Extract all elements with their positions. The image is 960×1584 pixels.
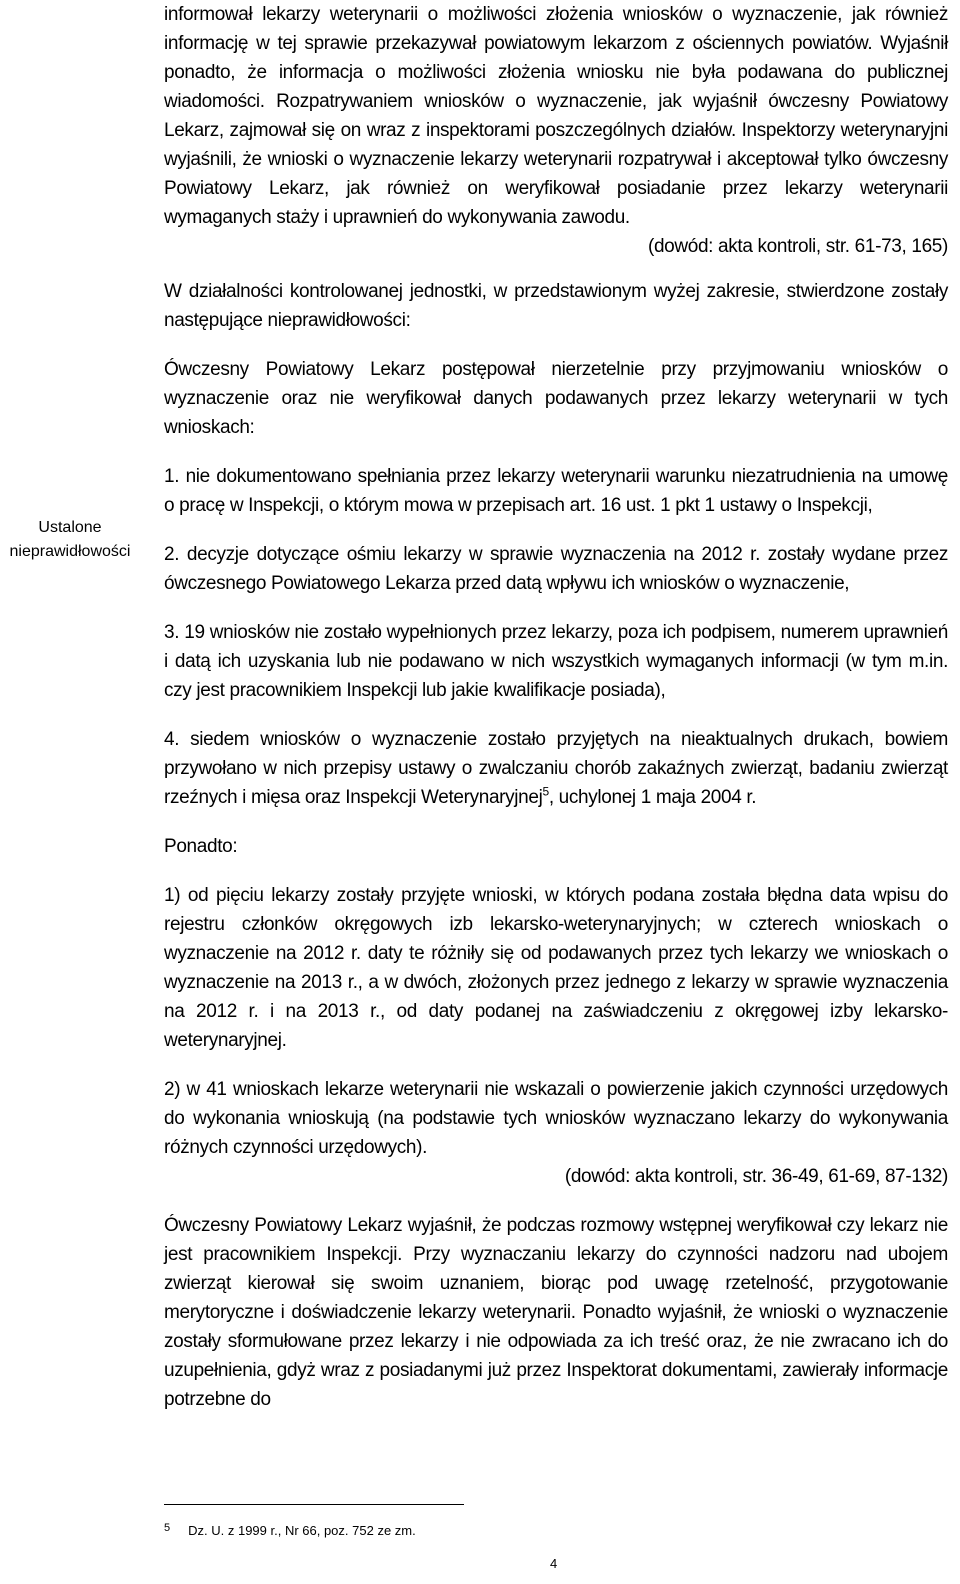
- list-item-p1: 1) od pięciu lekarzy zostały przyjęte wnioski, w których podana została błędna data wpisu do rejestru członków okręgowych izb lekarsko-weterynaryjnych; w czterech wnioskach o wyznaczenie na 2012 r. daty te różniły się od podawanych przez tych lekarzy we wnioskach o wyznaczenie na 2013 r., a w dwóch, złożonych przez jednego z lekarzy w sprawie wyznaczenia na 2012 r. i na 2013 r., od daty podanej na zaświadczeniu z okręgowej izby lekarsko-weterynaryjnej.: [164, 885, 948, 1051]
- list-item-1: 1. nie dokumentowano spełniania przez lekarzy weterynarii warunku niezatrudnienia na umowę o pracę w Inspekcji, o którym mowa w przepisach art. 16 ust. 1 pkt 1 ustawy o Inspekcji,: [164, 466, 948, 516]
- list-item-p2: 2) w 41 wnioskach lekarze weterynarii nie wskazali o powierzenie jakich czynności urzędowych do wykonania wnioskują (na podstawie tych wniosków wyznaczano lekarzy do wykonywania różnych czynności urzędowych).: [164, 1079, 948, 1158]
- paragraph-intro: informował lekarzy weterynarii o możliwości złożenia wniosków o wyznaczenie, jak również informację w tej sprawie przekazywał powiatowym lekarzom z ościennych powiatów. Wyjaśnił ponadto, że informacja o możliwości złożenia wniosku nie była podawana do publicznej wiadomości. Rozpatrywaniem wniosków o wyznaczenie, jak wyjaśnił ówczesny Powiatowy Lekarz, zajmował się on wraz z inspektorami poszczególnych działów. Inspektorzy weterynaryjni wyjaśnili, że wnioski o wyznaczenie lekarzy weterynarii rozpatrywał i akceptował tylko ówczesny Powiatowy Lekarz, jak również on weryfikował posiadanie przez lekarzy weterynarii wymaganych staży i uprawnień do wykonywania zawodu.: [164, 4, 948, 228]
- document-body: [164, 0, 948, 1414]
- page-number: 4: [550, 1556, 558, 1571]
- paragraph-final: Ówczesny Powiatowy Lekarz wyjaśnił, że podczas rozmowy wstępnej weryfikował czy lekarz nie jest pracownikiem Inspekcji. Przy wyznaczaniu lekarzy do czynności nadzoru nad ubojem zwierząt kierował się swoim uznaniem, biorąc pod uwagę rzetelność, przygotowanie merytoryczne i doświadczenie lekarzy weterynarii. Ponadto wyjaśnił, że wnioski o wyznaczenie zostały sformułowane przez lekarzy i nie odpowiada za ich treść oraz, że nie zwracano ich do uzupełnienia, gdyż wraz z posiadanymi już przez Inspektorat dokumentami, zawierały informacje potrzebne do: [164, 1215, 948, 1410]
- list-item-3: 3. 19 wniosków nie zostało wypełnionych przez lekarzy, poza ich podpisem, numerem uprawnień i datą ich uzyskania lub nie podawano w nich wszystkich wymaganych informacji (w tym m.in. czy jest pracownikiem Inspekcji lub jakie kwalifikacje posiada),: [164, 622, 948, 701]
- paragraph-findings: W działalności kontrolowanej jednostki, w przedstawionym wyżej zakresie, stwierdzone zostały następujące nieprawidłowości:: [164, 281, 948, 331]
- footnote-mark: 5: [164, 1522, 171, 1534]
- margin-label-line-1: Ustalone: [38, 519, 102, 536]
- paragraph-ponadto: Ponadto:: [164, 836, 238, 857]
- list-item-2: 2. decyzje dotyczące ośmiu lekarzy w sprawie wyznaczenia na 2012 r. zostały wydane przez ówczesnego Powiatowego Lekarza przed datą wpływu ich wniosków o wyznaczenie,: [164, 544, 948, 594]
- footnote: [164, 1520, 416, 1539]
- list-item-4-text-end: , uchylonej 1 maja 2004 r.: [548, 787, 757, 808]
- footnote-divider: [164, 1504, 464, 1505]
- footnote-text: Dz. U. z 1999 r., Nr 66, poz. 752 ze zm.: [188, 1523, 416, 1538]
- list-item-4: [164, 725, 948, 812]
- margin-label: [0, 516, 140, 564]
- paragraph-powiatowy-lekarz: Ówczesny Powiatowy Lekarz postępował nierzetelnie przy przyjmowaniu wniosków o wyznaczenie oraz nie weryfikował danych podawanych przez lekarzy weterynarii w tych wnioskach:: [164, 359, 948, 438]
- list-item-4-text: 4. siedem wniosków o wyznaczenie zostało przyjętych na nieaktualnych drukach, bowiem przywołano w nich przepisy ustawy o zwalczaniu chorób zakaźnych zwierząt, badaniu zwierząt rzeźnych i mięsa oraz Inspekcji Weterynaryjnej: [164, 729, 948, 808]
- evidence-reference-2: (dowód: akta kontroli, str. 36-49, 61-69, 87-132): [564, 1166, 948, 1187]
- margin-label-line-2: nieprawidłowości: [9, 543, 131, 560]
- evidence-reference-1: (dowód: akta kontroli, str. 61-73, 165): [647, 236, 948, 257]
- footnote-reference: 5: [542, 784, 549, 799]
